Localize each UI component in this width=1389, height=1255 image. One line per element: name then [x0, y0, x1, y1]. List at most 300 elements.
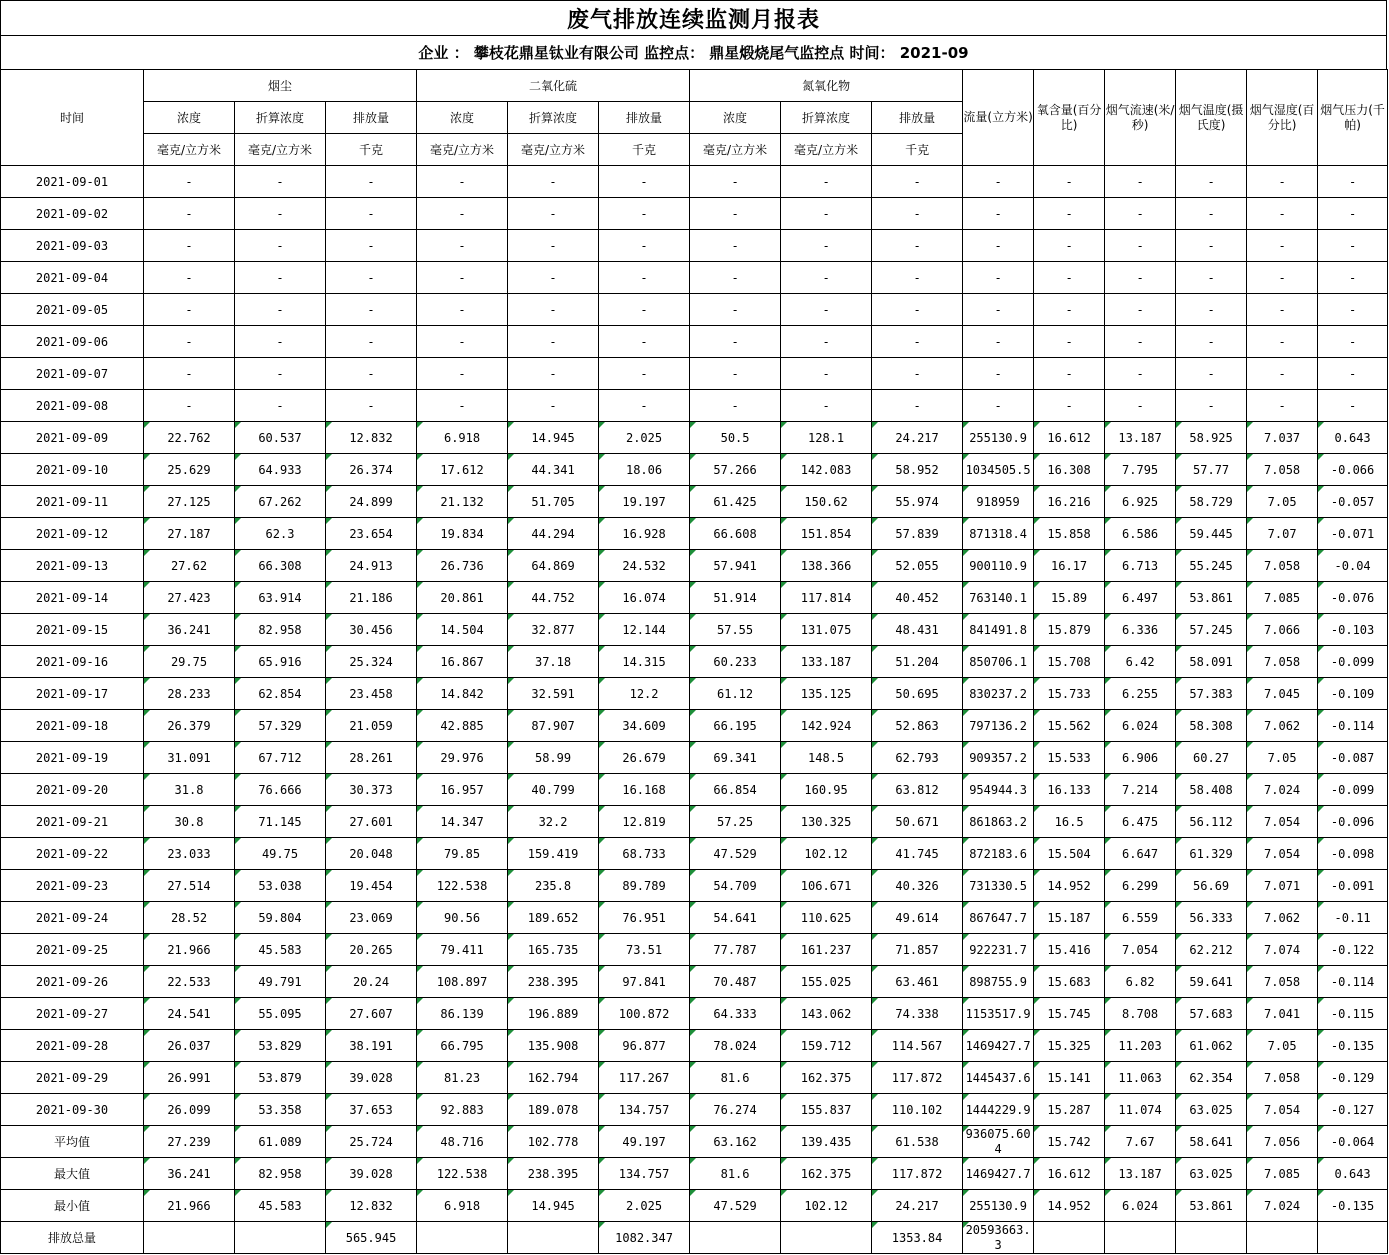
value-cell: 20593663.3: [963, 1222, 1034, 1254]
value-cell: -: [1318, 294, 1388, 326]
value-cell: 6.586: [1105, 518, 1176, 550]
value-cell: 7.058: [1247, 646, 1318, 678]
value-cell: -: [1105, 230, 1176, 262]
value-cell: 16.133: [1034, 774, 1105, 806]
value-cell: -: [1034, 198, 1105, 230]
value-cell: 134.757: [599, 1158, 690, 1190]
value-cell: 26.374: [326, 454, 417, 486]
value-cell: -: [235, 262, 326, 294]
value-cell: 58.729: [1176, 486, 1247, 518]
row-label-cell: 2021-09-01: [1, 166, 144, 198]
value-cell: 19.197: [599, 486, 690, 518]
value-cell: 56.69: [1176, 870, 1247, 902]
value-cell: 15.325: [1034, 1030, 1105, 1062]
value-cell: -: [599, 294, 690, 326]
value-cell: -0.135: [1318, 1190, 1388, 1222]
value-cell: -: [781, 358, 872, 390]
value-cell: 861863.2: [963, 806, 1034, 838]
row-label-cell: 2021-09-11: [1, 486, 144, 518]
value-cell: 66.795: [417, 1030, 508, 1062]
value-cell: 15.745: [1034, 998, 1105, 1030]
row-label-cell: 2021-09-12: [1, 518, 144, 550]
value-cell: 122.538: [417, 1158, 508, 1190]
value-cell: -: [690, 198, 781, 230]
value-cell: 56.112: [1176, 806, 1247, 838]
value-cell: 14.347: [417, 806, 508, 838]
row-label-cell: 2021-09-27: [1, 998, 144, 1030]
header-sub-converted: 折算浓度: [235, 102, 326, 134]
value-cell: -0.11: [1318, 902, 1388, 934]
value-cell: 15.879: [1034, 614, 1105, 646]
value-cell: 142.924: [781, 710, 872, 742]
value-cell: 57.329: [235, 710, 326, 742]
value-cell: 20.861: [417, 582, 508, 614]
value-cell: 117.814: [781, 582, 872, 614]
value-cell: 24.541: [144, 998, 235, 1030]
value-cell: 162.375: [781, 1158, 872, 1190]
value-cell: 57.245: [1176, 614, 1247, 646]
value-cell: -: [1176, 230, 1247, 262]
value-cell: -: [1176, 262, 1247, 294]
value-cell: -: [326, 358, 417, 390]
value-cell: -0.122: [1318, 934, 1388, 966]
value-cell: 6.024: [1105, 710, 1176, 742]
value-cell: -: [1034, 230, 1105, 262]
value-cell: 12.832: [326, 422, 417, 454]
value-cell: 64.933: [235, 454, 326, 486]
value-cell: -0.135: [1318, 1030, 1388, 1062]
value-cell: -: [1034, 262, 1105, 294]
value-cell: -: [1105, 294, 1176, 326]
value-cell: 6.42: [1105, 646, 1176, 678]
header-sub-emission: 排放量: [599, 102, 690, 134]
value-cell: 7.054: [1247, 838, 1318, 870]
value-cell: 57.77: [1176, 454, 1247, 486]
value-cell: 66.308: [235, 550, 326, 582]
value-cell: 53.358: [235, 1094, 326, 1126]
value-cell: 64.869: [508, 550, 599, 582]
value-cell: 39.028: [326, 1158, 417, 1190]
row-label-cell: 2021-09-21: [1, 806, 144, 838]
value-cell: 92.883: [417, 1094, 508, 1126]
value-cell: 25.324: [326, 646, 417, 678]
value-cell: 110.102: [872, 1094, 963, 1126]
value-cell: -: [508, 358, 599, 390]
value-cell: [235, 1222, 326, 1254]
value-cell: -: [326, 230, 417, 262]
value-cell: -: [1105, 326, 1176, 358]
value-cell: 872183.6: [963, 838, 1034, 870]
value-cell: 7.058: [1247, 1062, 1318, 1094]
value-cell: -0.098: [1318, 838, 1388, 870]
table-row: [1, 230, 1388, 262]
value-cell: -: [963, 358, 1034, 390]
table-row: [1, 1030, 1388, 1062]
value-cell: 90.56: [417, 902, 508, 934]
value-cell: 58.308: [1176, 710, 1247, 742]
value-cell: 7.054: [1247, 1094, 1318, 1126]
value-cell: 16.308: [1034, 454, 1105, 486]
table-row: [1, 454, 1388, 486]
value-cell: [1176, 1222, 1247, 1254]
value-cell: 44.341: [508, 454, 599, 486]
row-label-cell: 2021-09-15: [1, 614, 144, 646]
value-cell: 87.907: [508, 710, 599, 742]
value-cell: 68.733: [599, 838, 690, 870]
value-cell: -: [144, 198, 235, 230]
table-row: [1, 422, 1388, 454]
value-cell: 37.653: [326, 1094, 417, 1126]
value-cell: 148.5: [781, 742, 872, 774]
value-cell: 6.299: [1105, 870, 1176, 902]
value-cell: 12.2: [599, 678, 690, 710]
header-sub-concentration: 浓度: [417, 102, 508, 134]
value-cell: 63.025: [1176, 1094, 1247, 1126]
value-cell: -0.066: [1318, 454, 1388, 486]
monitoring-table: [0, 69, 1388, 1254]
value-cell: -: [599, 198, 690, 230]
value-cell: -: [144, 230, 235, 262]
value-cell: 27.187: [144, 518, 235, 550]
table-row: [1, 870, 1388, 902]
value-cell: 14.842: [417, 678, 508, 710]
value-cell: 26.679: [599, 742, 690, 774]
value-cell: -: [872, 230, 963, 262]
value-cell: 18.06: [599, 454, 690, 486]
value-cell: 53.879: [235, 1062, 326, 1094]
value-cell: -: [508, 262, 599, 294]
value-cell: 56.333: [1176, 902, 1247, 934]
table-row: [1, 294, 1388, 326]
header-group-so2: 二氧化硫: [417, 70, 690, 102]
table-row: [1, 902, 1388, 934]
value-cell: -: [1176, 198, 1247, 230]
value-cell: 62.3: [235, 518, 326, 550]
header-unit: 毫克/立方米: [235, 134, 326, 166]
value-cell: 19.834: [417, 518, 508, 550]
value-cell: 900110.9: [963, 550, 1034, 582]
table-row: [1, 1094, 1388, 1126]
report-info-line: [0, 35, 1387, 70]
value-cell: [144, 1222, 235, 1254]
value-cell: -: [872, 358, 963, 390]
value-cell: -: [1105, 262, 1176, 294]
value-cell: 159.419: [508, 838, 599, 870]
value-cell: -: [417, 230, 508, 262]
header-row-groups: [1, 70, 1388, 102]
table-row: [1, 198, 1388, 230]
header-unit: 毫克/立方米: [144, 134, 235, 166]
value-cell: -: [235, 198, 326, 230]
row-label-cell: 最大值: [1, 1158, 144, 1190]
value-cell: 954944.3: [963, 774, 1034, 806]
value-cell: -: [326, 198, 417, 230]
value-cell: 73.51: [599, 934, 690, 966]
value-cell: -0.087: [1318, 742, 1388, 774]
row-label-cell: 平均值: [1, 1126, 144, 1158]
value-cell: 63.914: [235, 582, 326, 614]
value-cell: 57.941: [690, 550, 781, 582]
value-cell: 7.214: [1105, 774, 1176, 806]
value-cell: -0.127: [1318, 1094, 1388, 1126]
value-cell: 53.829: [235, 1030, 326, 1062]
header-unit: 毫克/立方米: [417, 134, 508, 166]
value-cell: 7.071: [1247, 870, 1318, 902]
value-cell: 65.916: [235, 646, 326, 678]
value-cell: 57.683: [1176, 998, 1247, 1030]
table-row: [1, 550, 1388, 582]
value-cell: 26.736: [417, 550, 508, 582]
value-cell: -: [599, 166, 690, 198]
value-cell: 32.2: [508, 806, 599, 838]
value-cell: -: [963, 198, 1034, 230]
value-cell: 6.82: [1105, 966, 1176, 998]
value-cell: 69.341: [690, 742, 781, 774]
value-cell: 15.858: [1034, 518, 1105, 550]
value-cell: 16.5: [1034, 806, 1105, 838]
value-cell: 15.533: [1034, 742, 1105, 774]
table-row: [1, 1062, 1388, 1094]
value-cell: -: [1176, 166, 1247, 198]
value-cell: 29.976: [417, 742, 508, 774]
value-cell: 28.52: [144, 902, 235, 934]
value-cell: -: [1318, 326, 1388, 358]
value-cell: 139.435: [781, 1126, 872, 1158]
value-cell: 15.416: [1034, 934, 1105, 966]
value-cell: -: [1247, 230, 1318, 262]
value-cell: 44.294: [508, 518, 599, 550]
value-cell: 32.591: [508, 678, 599, 710]
value-cell: 37.18: [508, 646, 599, 678]
value-cell: 6.713: [1105, 550, 1176, 582]
value-cell: 58.925: [1176, 422, 1247, 454]
value-cell: 7.054: [1247, 806, 1318, 838]
value-cell: 16.074: [599, 582, 690, 614]
value-cell: 24.913: [326, 550, 417, 582]
value-cell: 6.559: [1105, 902, 1176, 934]
value-cell: 7.024: [1247, 1190, 1318, 1222]
value-cell: 238.395: [508, 1158, 599, 1190]
value-cell: 79.85: [417, 838, 508, 870]
value-cell: -0.114: [1318, 710, 1388, 742]
value-cell: -0.115: [1318, 998, 1388, 1030]
row-label-cell: 2021-09-28: [1, 1030, 144, 1062]
value-cell: 255130.9: [963, 1190, 1034, 1222]
value-cell: 0.643: [1318, 422, 1388, 454]
value-cell: 12.819: [599, 806, 690, 838]
value-cell: 67.712: [235, 742, 326, 774]
value-cell: 30.456: [326, 614, 417, 646]
value-cell: -: [690, 390, 781, 422]
value-cell: -: [326, 166, 417, 198]
value-cell: -: [1247, 390, 1318, 422]
value-cell: -: [872, 326, 963, 358]
header-pressure: 烟气压力(千帕): [1318, 70, 1388, 166]
value-cell: 31.8: [144, 774, 235, 806]
value-cell: 28.233: [144, 678, 235, 710]
header-group-smoke: 烟尘: [144, 70, 417, 102]
value-cell: 15.733: [1034, 678, 1105, 710]
value-cell: -0.114: [1318, 966, 1388, 998]
value-cell: 7.041: [1247, 998, 1318, 1030]
value-cell: 7.67: [1105, 1126, 1176, 1158]
value-cell: 63.461: [872, 966, 963, 998]
value-cell: 89.789: [599, 870, 690, 902]
value-cell: 61.089: [235, 1126, 326, 1158]
value-cell: 59.445: [1176, 518, 1247, 550]
value-cell: 52.055: [872, 550, 963, 582]
row-label-cell: 2021-09-17: [1, 678, 144, 710]
value-cell: -: [781, 198, 872, 230]
value-cell: -: [1105, 390, 1176, 422]
value-cell: 51.204: [872, 646, 963, 678]
value-cell: 24.899: [326, 486, 417, 518]
value-cell: 7.085: [1247, 582, 1318, 614]
value-cell: 27.239: [144, 1126, 235, 1158]
table-row: [1, 486, 1388, 518]
value-cell: 86.139: [417, 998, 508, 1030]
value-cell: 58.952: [872, 454, 963, 486]
value-cell: 1445437.6: [963, 1062, 1034, 1094]
value-cell: 11.074: [1105, 1094, 1176, 1126]
value-cell: 48.431: [872, 614, 963, 646]
value-cell: 15.141: [1034, 1062, 1105, 1094]
value-cell: [1318, 1222, 1388, 1254]
header-unit: 毫克/立方米: [781, 134, 872, 166]
value-cell: 922231.7: [963, 934, 1034, 966]
value-cell: 81.6: [690, 1062, 781, 1094]
value-cell: 15.562: [1034, 710, 1105, 742]
value-cell: 2.025: [599, 1190, 690, 1222]
value-cell: 110.625: [781, 902, 872, 934]
value-cell: 143.062: [781, 998, 872, 1030]
header-sub-emission: 排放量: [872, 102, 963, 134]
value-cell: 16.17: [1034, 550, 1105, 582]
value-cell: -: [326, 390, 417, 422]
header-unit: 千克: [326, 134, 417, 166]
value-cell: 117.267: [599, 1062, 690, 1094]
value-cell: 7.024: [1247, 774, 1318, 806]
value-cell: 34.609: [599, 710, 690, 742]
table-row: [1, 518, 1388, 550]
value-cell: -: [781, 262, 872, 294]
value-cell: -: [144, 262, 235, 294]
value-cell: 60.537: [235, 422, 326, 454]
value-cell: 16.867: [417, 646, 508, 678]
value-cell: 6.475: [1105, 806, 1176, 838]
value-cell: -: [417, 390, 508, 422]
value-cell: 235.8: [508, 870, 599, 902]
value-cell: -: [872, 390, 963, 422]
value-cell: 71.145: [235, 806, 326, 838]
value-cell: -: [326, 326, 417, 358]
value-cell: 150.62: [781, 486, 872, 518]
value-cell: 7.795: [1105, 454, 1176, 486]
value-cell: -: [872, 294, 963, 326]
value-cell: 155.025: [781, 966, 872, 998]
value-cell: 6.906: [1105, 742, 1176, 774]
row-label-cell: 2021-09-22: [1, 838, 144, 870]
row-label-cell: 2021-09-25: [1, 934, 144, 966]
table-row: [1, 1190, 1388, 1222]
value-cell: -0.129: [1318, 1062, 1388, 1094]
value-cell: 130.325: [781, 806, 872, 838]
value-cell: -: [1034, 166, 1105, 198]
row-label-cell: 2021-09-05: [1, 294, 144, 326]
value-cell: -: [1247, 294, 1318, 326]
value-cell: -: [1318, 166, 1388, 198]
value-cell: 54.709: [690, 870, 781, 902]
table-row: [1, 390, 1388, 422]
value-cell: 82.958: [235, 1158, 326, 1190]
value-cell: 15.708: [1034, 646, 1105, 678]
value-cell: 16.216: [1034, 486, 1105, 518]
value-cell: 138.366: [781, 550, 872, 582]
row-label-cell: 2021-09-16: [1, 646, 144, 678]
table-row: [1, 326, 1388, 358]
value-cell: 48.716: [417, 1126, 508, 1158]
value-cell: -: [326, 262, 417, 294]
value-cell: 830237.2: [963, 678, 1034, 710]
value-cell: -: [1318, 358, 1388, 390]
value-cell: -: [417, 358, 508, 390]
value-cell: 61.329: [1176, 838, 1247, 870]
value-cell: -: [1105, 166, 1176, 198]
value-cell: -: [1247, 262, 1318, 294]
value-cell: 7.05: [1247, 1030, 1318, 1062]
value-cell: -: [599, 326, 690, 358]
value-cell: 7.045: [1247, 678, 1318, 710]
table-row: [1, 774, 1388, 806]
value-cell: -: [508, 198, 599, 230]
header-unit: 千克: [599, 134, 690, 166]
value-cell: 27.601: [326, 806, 417, 838]
value-cell: 36.241: [144, 614, 235, 646]
value-cell: 70.487: [690, 966, 781, 998]
value-cell: 61.425: [690, 486, 781, 518]
value-cell: 41.745: [872, 838, 963, 870]
value-cell: -: [599, 262, 690, 294]
value-cell: 6.918: [417, 1190, 508, 1222]
value-cell: 165.735: [508, 934, 599, 966]
value-cell: 62.854: [235, 678, 326, 710]
value-cell: 12.832: [326, 1190, 417, 1222]
value-cell: 24.532: [599, 550, 690, 582]
value-cell: -0.103: [1318, 614, 1388, 646]
row-label-cell: 2021-09-06: [1, 326, 144, 358]
table-row: [1, 1222, 1388, 1254]
value-cell: -: [690, 294, 781, 326]
value-cell: 155.837: [781, 1094, 872, 1126]
value-cell: -: [144, 294, 235, 326]
value-cell: 29.75: [144, 646, 235, 678]
value-cell: 21.059: [326, 710, 417, 742]
row-label-cell: 2021-09-18: [1, 710, 144, 742]
value-cell: 8.708: [1105, 998, 1176, 1030]
value-cell: 38.191: [326, 1030, 417, 1062]
value-cell: 61.538: [872, 1126, 963, 1158]
value-cell: 7.05: [1247, 742, 1318, 774]
value-cell: 15.683: [1034, 966, 1105, 998]
value-cell: 30.373: [326, 774, 417, 806]
table-row: [1, 966, 1388, 998]
value-cell: -: [1034, 390, 1105, 422]
value-cell: 11.203: [1105, 1030, 1176, 1062]
value-cell: -: [508, 390, 599, 422]
row-label-cell: 2021-09-04: [1, 262, 144, 294]
value-cell: 797136.2: [963, 710, 1034, 742]
value-cell: -: [1247, 198, 1318, 230]
